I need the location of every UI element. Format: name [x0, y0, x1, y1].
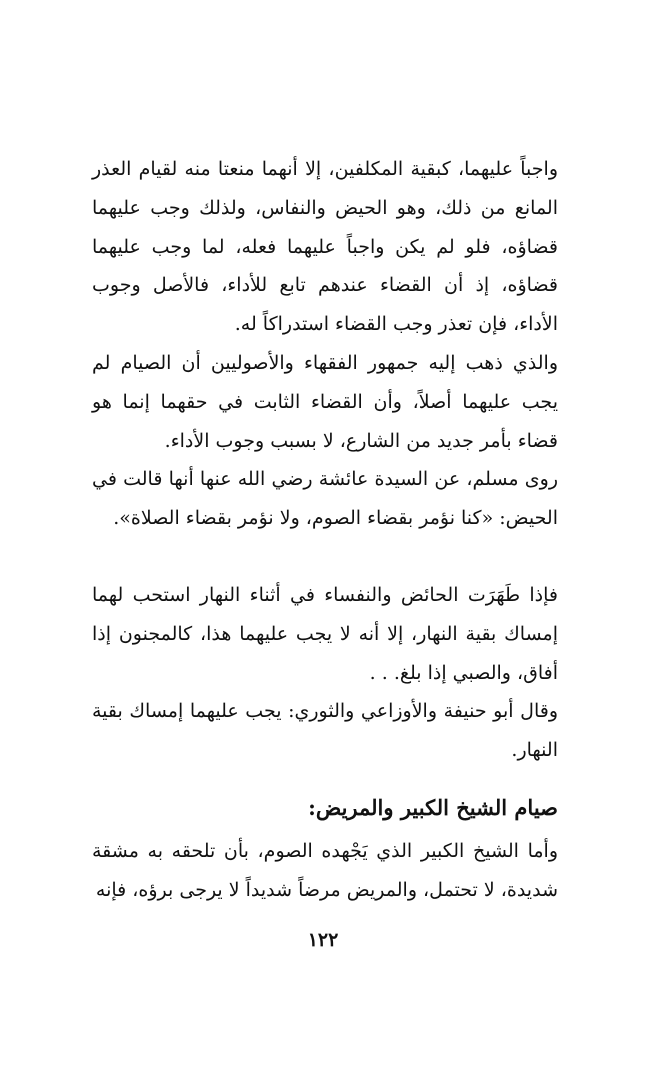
paragraph-obligation-of-fasting: واجباً عليهما، كبقية المكلفين، إلا أنهما منعتا منه لقيام العذر المانع من ذلك، وهو الحيض والنفاس، ولذلك وجب عليهما قضاؤه، فلو لم يكن واجباً عليهما فعله، لما وجب عليهما قضاؤه، إذ أن القضاء عندهم تابع للأداء، فالأصل وجوب الأداء، فإن تعذر وجب القضاء استدراكاً له. — [92, 158, 558, 336]
section-heading-elderly-and-sick: صيام الشيخ الكبير والمريض: — [308, 795, 558, 820]
paragraph-elderly-and-sick: وأما الشيخ الكبير الذي يَجْهده الصوم، بأن تلحقه به مشقة شديدة، لا تحتمل، والمريض مرضاً شديداً لا يرجى برؤه، فإنه — [92, 840, 558, 901]
paragraph-majority-opinion: والذي ذهب إليه جمهور الفقهاء والأصوليين أن الصيام لم يجب عليهما أصلاً، وأن القضاء الثابت في حقهما إنما هو قضاء بأمر جديد من الشارع، لا بسبب وجوب الأداء. — [92, 352, 558, 452]
paragraph-aisha-narration: روى مسلم، عن السيدة عائشة رضي الله عنها أنها قالت في الحيض: «كنا نؤمر بقضاء الصوم، ولا نؤمر بقضاء الصلاة». — [92, 468, 558, 529]
page-number: ١٢٢ — [307, 929, 339, 951]
paragraph-purification-during-day: فإذا طَهَرَت الحائض والنفساء في أثناء النهار استحب لهما إمساك بقية النهار، إلا أنه لا يجب عليهما هذا، كالمجنون إذا أفاق، والصبي إذا بلغ. . . — [92, 584, 558, 684]
paragraph-abu-hanifa-opinion: وقال أبو حنيفة والأوزاعي والثوري: يجب عليهما إمساك بقية النهار. — [92, 700, 558, 761]
